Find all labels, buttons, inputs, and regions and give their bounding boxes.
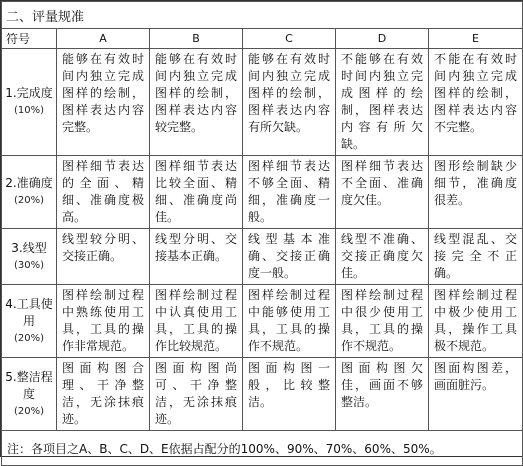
- desc-cell-a: 图面构图合理、干净整洁，无涂抹痕迹。: [57, 358, 150, 431]
- header-row: [2, 29, 523, 49]
- level-header-a: A: [57, 29, 150, 49]
- desc-cell-a: 图样细节表达的全面、精细、准确度极高。: [57, 156, 150, 229]
- rubric-row-tool-use: [2, 285, 523, 358]
- criterion-cell: [2, 285, 57, 358]
- desc-cell-d: 图样细节表达不全面、准确度欠佳。: [336, 156, 429, 229]
- level-header-d: D: [336, 29, 429, 49]
- desc-cell-a: 线型较分明、交接正确。: [57, 229, 150, 285]
- desc-cell-b: 线型分明、交接基本正确。: [150, 229, 243, 285]
- criterion-weight: (10%): [13, 105, 45, 116]
- desc-cell-d: 不能够在有效时间内独立完成图样的绘制，图样表达内容有所欠缺。: [336, 49, 429, 156]
- desc-cell-b: 图样细节表达比较全面、精细、准确度尚佳。: [150, 156, 243, 229]
- rubric-row-completeness: [2, 49, 523, 156]
- desc-cell-c: 线型基本准确、交接正确度一般。: [243, 229, 336, 285]
- symbol-header: 符号: [2, 29, 57, 49]
- criterion-label: 3.线型: [11, 240, 47, 255]
- desc-cell-b: 图面构图尚可、干净整洁，无涂抹痕迹。: [150, 358, 243, 431]
- desc-cell-e: 线型混乱、交接完全不正确。: [429, 229, 523, 285]
- rubric-row-linetype: [2, 229, 523, 285]
- desc-cell-c: 图样绘制过程中能够使用工具，工具的操作不规范。: [243, 285, 336, 358]
- criterion-weight: (30%): [13, 259, 45, 271]
- desc-cell-b: 能够在有效时间内独立完成图样的绘制，图样表达内容较完整。: [150, 49, 243, 156]
- rubric-row-accuracy: [2, 156, 523, 229]
- level-header-e: E: [429, 29, 523, 49]
- footnote: 注：各项目之A、B、C、D、E依据占配分的100%、90%、70%、60%、50%。: [2, 431, 523, 466]
- rubric-table: [1, 1, 523, 466]
- desc-cell-e: 图形绘制缺少细节，准确度很差。: [429, 156, 523, 229]
- desc-cell-c: 图面构图一般，比较整洁。: [243, 358, 336, 431]
- criterion-label: 1.完成度: [5, 86, 53, 100]
- section-title: 二、评量规准: [2, 2, 523, 29]
- desc-cell-d: 线型不准确、交接正确度欠佳。: [336, 229, 429, 285]
- criterion-cell: [2, 358, 57, 431]
- level-header-c: C: [243, 29, 336, 49]
- criterion-weight: (20%): [13, 195, 45, 206]
- criterion-weight: (20%): [13, 405, 45, 417]
- criterion-weight: (20%): [13, 332, 45, 344]
- criterion-cell: [2, 229, 57, 285]
- criterion-label: 4.工具使用: [5, 296, 53, 328]
- criterion-cell: [2, 49, 57, 156]
- desc-cell-e: 图样绘制过程中极少使用工具，操作工具极不规范。: [429, 285, 523, 358]
- desc-cell-c: 图样细节表达不够全面、精细，准确度一般。: [243, 156, 336, 229]
- desc-cell-b: 图样绘制过程中认真使用工具，工具的操作比较规范。: [150, 285, 243, 358]
- desc-cell-a: 能够在有效时间内独立完成图样的绘制，图样表达内容完整。: [57, 49, 150, 156]
- level-header-b: B: [150, 29, 243, 49]
- criterion-label: 5.整洁程度: [5, 369, 53, 401]
- desc-cell-c: 能够在有效时间内独立完成图样的绘制，图样表达内容有所欠缺。: [243, 49, 336, 156]
- desc-cell-e: 图面构图差，画面脏污。: [429, 358, 523, 431]
- desc-cell-a: 图样绘制过程中熟练使用工具，工具的操作非常规范。: [57, 285, 150, 358]
- desc-cell-d: 图样绘制过程中很少使用工具，工具的操作不规范。: [336, 285, 429, 358]
- desc-cell-e: 不能在有效时间内独立完成图样的绘制，图样表达内容不完整。: [429, 49, 523, 156]
- criterion-label: 2.准确度: [5, 176, 53, 190]
- desc-cell-d: 图面构图欠佳，画面不够整洁。: [336, 358, 429, 431]
- rubric-row-neatness: [2, 358, 523, 431]
- criterion-cell: [2, 156, 57, 229]
